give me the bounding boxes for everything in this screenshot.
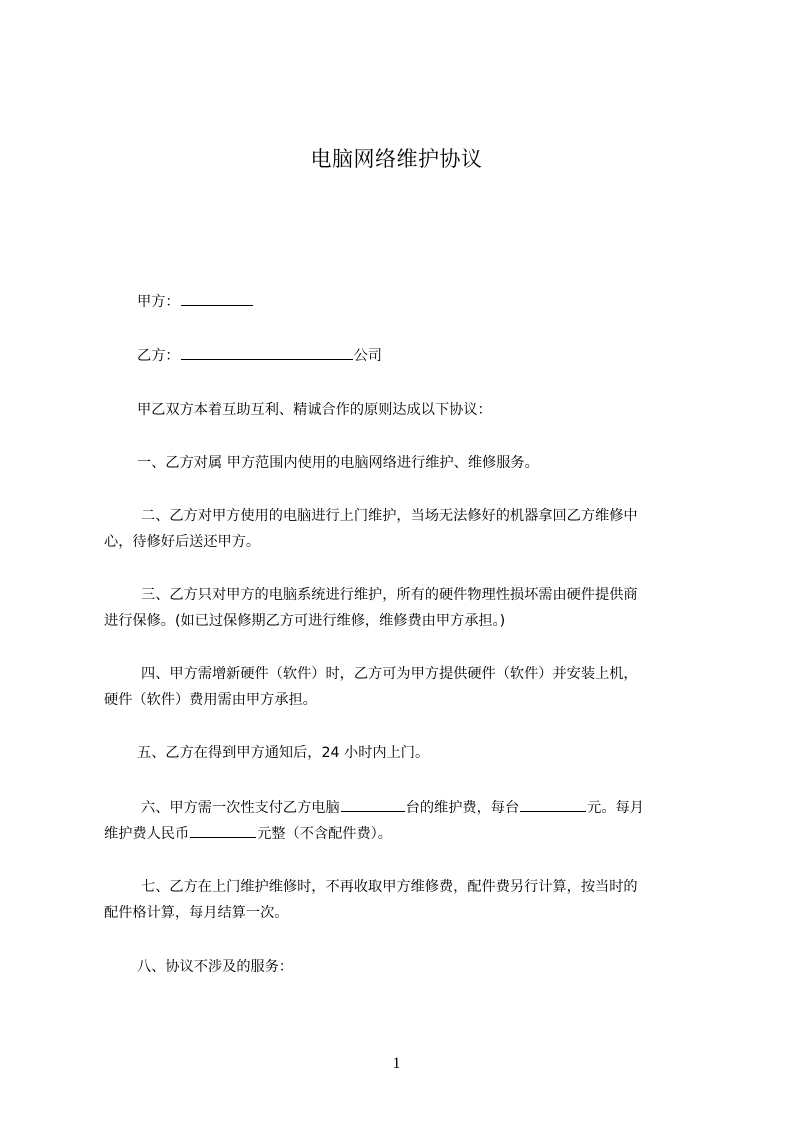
clause-6-text-e: 元整（不含配件费）。 — [257, 826, 392, 842]
clause-4-line-1: 四、甲方需增新硬件（软件）时，乙方可为甲方提供硬件（软件）并安装上机， — [141, 666, 638, 682]
computer-count-blank[interactable] — [341, 798, 405, 812]
page-number: 1 — [392, 1055, 401, 1072]
party-b-suffix: 公司 — [353, 348, 382, 364]
clause-6-text-a: 六、甲方需一次性支付乙方电脑 — [141, 800, 340, 816]
clause-6-text-c: 元。每月 — [587, 800, 644, 816]
intro-paragraph: 甲乙双方本着互助互利、精诚合作的原则达成以下协议： — [137, 402, 492, 418]
clause-7-line-1: 七、乙方在上门维护维修时，不再收取甲方维修费，配件费另行计算，按当时的 — [141, 879, 638, 895]
clause-6-text-b: 台的维护费，每台 — [405, 800, 520, 816]
party-b-label: 乙方： — [137, 348, 180, 364]
clause-6-line-2 — [104, 824, 704, 843]
party-b-line — [137, 346, 737, 365]
document-title: 电脑网络维护协议 — [310, 147, 483, 171]
clause-5: 五、乙方在得到甲方通知后，24 小时内上门。 — [137, 745, 430, 761]
party-a-line — [137, 292, 737, 311]
clause-2-line-1: 二、乙方对甲方使用的电脑进行上门维护，当场无法修好的机器拿回乙方维修中 — [141, 508, 638, 524]
clause-3-line-2: 进行保修。(如已过保修期乙方可进行维修，维修费由甲方承担。) — [104, 613, 506, 629]
per-unit-fee-blank[interactable] — [520, 798, 586, 812]
clause-2-line-2: 心，待修好后送还甲方。 — [104, 534, 261, 550]
clause-8: 八、协议不涉及的服务： — [137, 959, 294, 975]
clause-4-line-2: 硬件（软件）费用需由甲方承担。 — [104, 692, 317, 708]
party-b-blank[interactable] — [181, 346, 353, 360]
monthly-fee-blank[interactable] — [190, 824, 256, 838]
clause-7-line-2: 配件格计算，每月结算一次。 — [104, 905, 289, 921]
clause-6-line-1 — [141, 798, 741, 817]
clause-1: 一、乙方对属 甲方范围内使用的电脑网络进行维护、维修服务。 — [137, 455, 539, 471]
clause-6-text-d: 维护费人民币 — [104, 826, 190, 842]
party-a-label: 甲方： — [137, 294, 180, 310]
party-a-blank[interactable] — [181, 292, 253, 306]
clause-3-line-1: 三、乙方只对甲方的电脑系统进行维护，所有的硬件物理性损坏需由硬件提供商 — [141, 587, 638, 603]
